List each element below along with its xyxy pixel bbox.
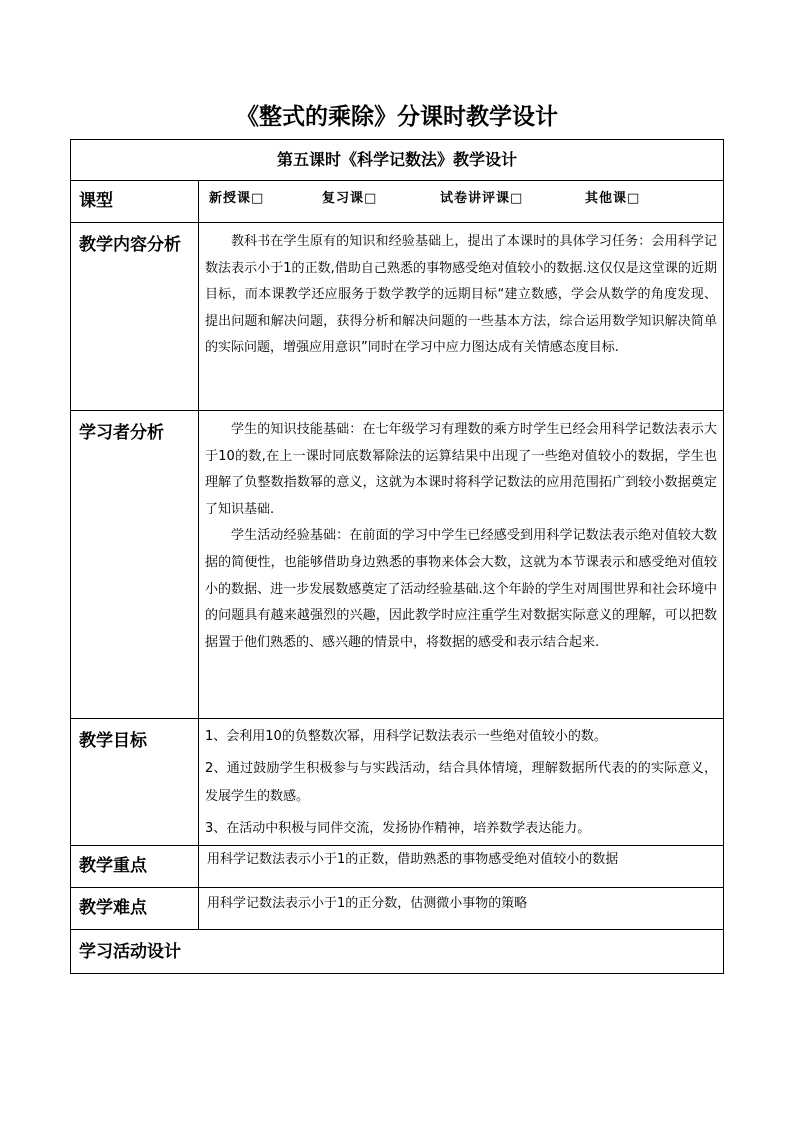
- lesson-plan-table: [70, 139, 724, 974]
- content-analysis-text: 教科书在学生原有的知识和经验基础上，提出了本课时的具体学习任务：会用科学记数法表示小于1的正数,借助自己熟悉的事物感受绝对值较小的数据.这仅仅是这堂课的近期目标，而本课教学还应服务于数学教学的远期目标“建立数感，学会从数学的角度发现、提出问题和解决问题，获得分析和解决问题的一些基本方法，综合运用数学知识解决简单的实际问题，增强应用意识”同时在学习中应力图达成有关情感态度目标.: [205, 234, 718, 356]
- key-points-label: 教学重点: [71, 846, 199, 888]
- option-review-lesson: 复习课□: [322, 191, 378, 206]
- activity-design-row: [71, 930, 724, 974]
- difficult-points-row: [71, 888, 724, 930]
- lesson-type-options: [199, 181, 724, 223]
- difficult-points-label: 教学难点: [71, 888, 199, 930]
- difficult-points-text: 用科学记数法表示小于1的正分数，估测微小事物的策略: [199, 888, 724, 930]
- teaching-goals-cell: [199, 719, 724, 846]
- goal-item-1: 1、会利用10的负整数次幂，用科学记数法表示一些绝对值较小的数。: [205, 729, 607, 744]
- content-analysis-label: 教学内容分析: [71, 223, 199, 411]
- lesson-title-row: [71, 140, 724, 181]
- learner-knowledge-paragraph: 学生的知识技能基础：在七年级学习有理数的乘方时学生已经会用科学记数法表示大于10的数,在上一课时同底数幂除法的运算结果中出现了一些绝对值较小的数据，学生也理解了负整数指数幂的意义，这就为本课时将科学记数法的应用范围拓广到较小数据奠定了知识基础.: [205, 422, 718, 517]
- teaching-goals-label: 教学目标: [71, 719, 199, 846]
- activity-design-label: 学习活动设计: [71, 930, 724, 974]
- learner-analysis-row: [71, 411, 724, 719]
- learner-analysis-cell: [199, 411, 724, 719]
- key-points-text: 用科学记数法表示小于1的正数，借助熟悉的事物感受绝对值较小的数据: [199, 846, 724, 888]
- learner-experience-paragraph: 学生活动经验基础：在前面的学习中学生已经感受到用科学记数法表示绝对值较大数据的简便性，也能够借助身边熟悉的事物来体会大数，这就为本节课表示和感受绝对值较小的数据、进一步发展数感奠定了活动经验基础.这个年龄的学生对周围世界和社会环境中的问题具有越来越强烈的兴趣，因此教学时应注重学生对数据实际意义的理解，可以把数据置于他们熟悉的、感兴趣的情景中，将数据的感受和表示结合起来.: [205, 528, 718, 650]
- document-title: 《整式的乘除》分课时教学设计: [236, 104, 558, 130]
- key-points-row: [71, 846, 724, 888]
- goal-item-3: 3、在活动中积极与同伴交流，发扬协作精神，培养数学表达能力。: [205, 821, 591, 836]
- teaching-goals-row: [71, 719, 724, 846]
- lesson-type-row: [71, 181, 724, 223]
- learner-analysis-label: 学习者分析: [71, 411, 199, 719]
- lesson-title: 第五课时《科学记数法》教学设计: [71, 140, 724, 181]
- lesson-type-label: 课型: [71, 181, 199, 223]
- goal-item-2: 2、通过鼓励学生积极参与与实践活动，结合具体情境，理解数据所代表的的实际意义，发展学生的数感。: [205, 761, 718, 804]
- content-analysis-row: [71, 223, 724, 411]
- option-test-review-lesson: 试卷讲评课□: [440, 191, 524, 206]
- option-other-lesson: 其他课□: [585, 191, 641, 206]
- option-new-lesson: 新授课□: [209, 191, 265, 206]
- content-analysis-cell: [199, 223, 724, 411]
